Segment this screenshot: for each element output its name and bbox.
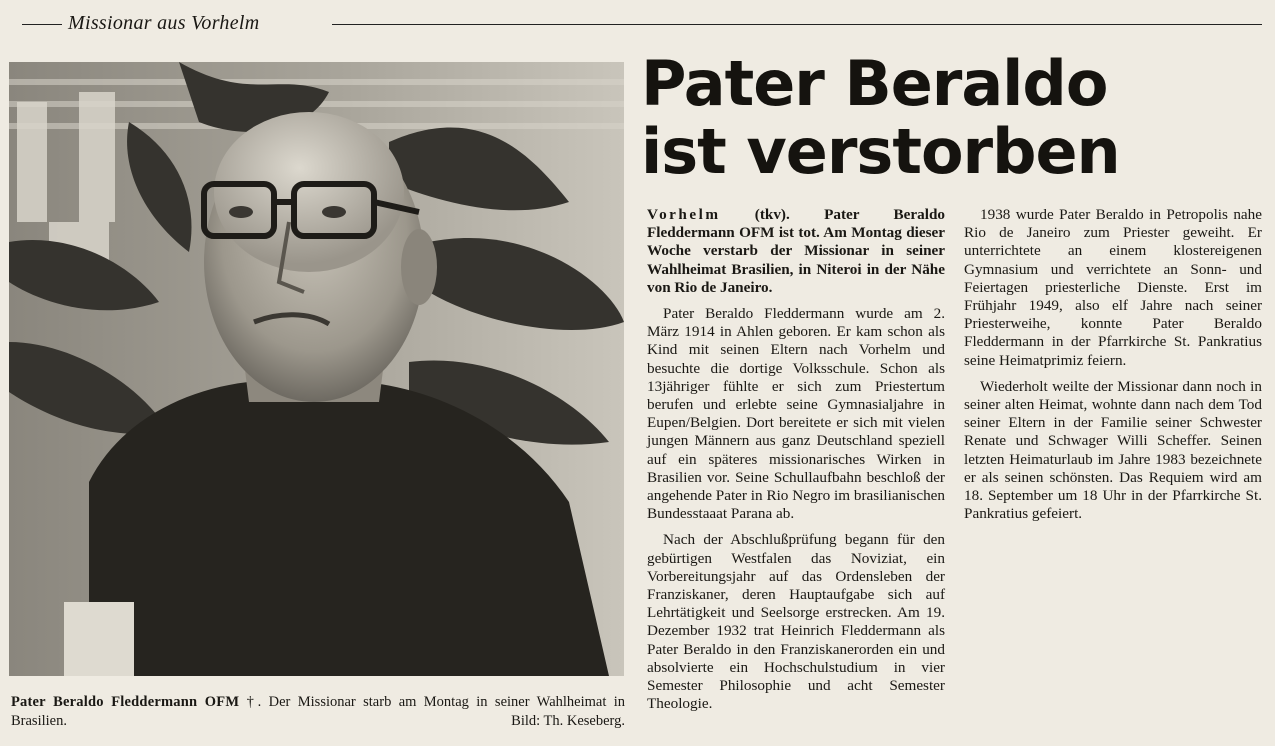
article-paragraph-3: 1938 wurde Pater Beraldo in Petropolis nahe Rio de Janeiro zum Priester geweiht. Er unterrichtete an einem klostereigenen Gymnasium und verrichtete an Sonn- und Feiertagen priesterliche Dienste. Erst im Frühjahr 1949, also elf Jahre nach seiner Priesterweihe, konnte Pater Beraldo Fleddermann in der Pfarrkirche St. Pankratius seine Heimatprimiz feiern.: [964, 206, 1262, 369]
portrait-photo: [9, 62, 624, 676]
caption-text: Der Missionar starb am Montag in seiner Wahlheimat in Brasilien.: [11, 694, 626, 729]
article-paragraph-4: Wiederholt weilte der Missionar dann noch in seiner alten Heimat, wohnte dann nach dem Tod seiner Eltern in der Familie seiner Schwester Renate und Schwager Willi Scheffer. Seinen letzten Heimaturlaub im Jahre 1983 bezeichnete er als seinen schönsten. Das Requiem wird am 18. September um 18 Uhr in der Pfarrkirche St. Pankratius gefeiert.: [964, 377, 1262, 523]
article-column-right: [964, 206, 1262, 531]
headline-line-1: Pater Beraldo: [641, 47, 1108, 120]
caption-cross: †.: [246, 694, 262, 710]
article-paragraph-2: Nach der Abschlußprüfung begann für den gebürtigen Westfalen das Noviziat, ein Vorbereitungsjahr auf das Ordensleben der Franziskaner, deren Hauptaufgabe sich auf Lehrtätigkeit und Seelsorge erstrecken. Am 19. Dezember 1932 trat Heinrich Fleddermann als Pater Beraldo in den Franziskanerorden ein und absolvierte ein Hochschulstudium in vier Semester Philosophie und acht Semester Theologie.: [647, 531, 945, 713]
kicker-rule-left: [22, 24, 62, 25]
kicker: Missionar aus Vorhelm: [68, 12, 260, 34]
article-lead: [647, 206, 945, 297]
caption-name: Pater Beraldo Fleddermann OFM: [11, 694, 240, 710]
dateline-place: Vorhelm: [647, 206, 721, 223]
kicker-rule-right: [332, 24, 1262, 25]
caption-credit: Bild: Th. Keseberg.: [511, 713, 625, 729]
photo-caption: [11, 693, 625, 731]
kicker-bar: [22, 12, 1262, 38]
article-paragraph-1: Pater Beraldo Fleddermann wurde am 2. März 1914 in Ahlen geboren. Er kam schon als Kind mit seinen Eltern nach Vorhelm und besuchte die dortige Volksschule. Schon als 13jähriger fühlte er sich zum Priestertum berufen und erlebte seine Gymnasialjahre in Eupen/Belgien. Dort bereitete er sich mit vielen jungen Männern aus ganz Deutschland speziell auf ein späteres missionarisches Wirken in Brasilien vor. Seine Schullaufbahn beschloß der angehende Pater in Rio Negro im brasilianischen Bundesstaaat Parana ab.: [647, 305, 945, 523]
article-column-left: [647, 206, 945, 721]
headline-line-2: ist verstorben: [641, 115, 1120, 188]
lead-text: (tkv). Pater Beraldo Fleddermann OFM ist tot. Am Montag dieser Woche verstarb der Missionar in seiner Wahlheimat Brasilien, in Niteroi in der Nähe von Rio de Janeiro.: [647, 206, 945, 296]
headline: [641, 47, 1261, 188]
